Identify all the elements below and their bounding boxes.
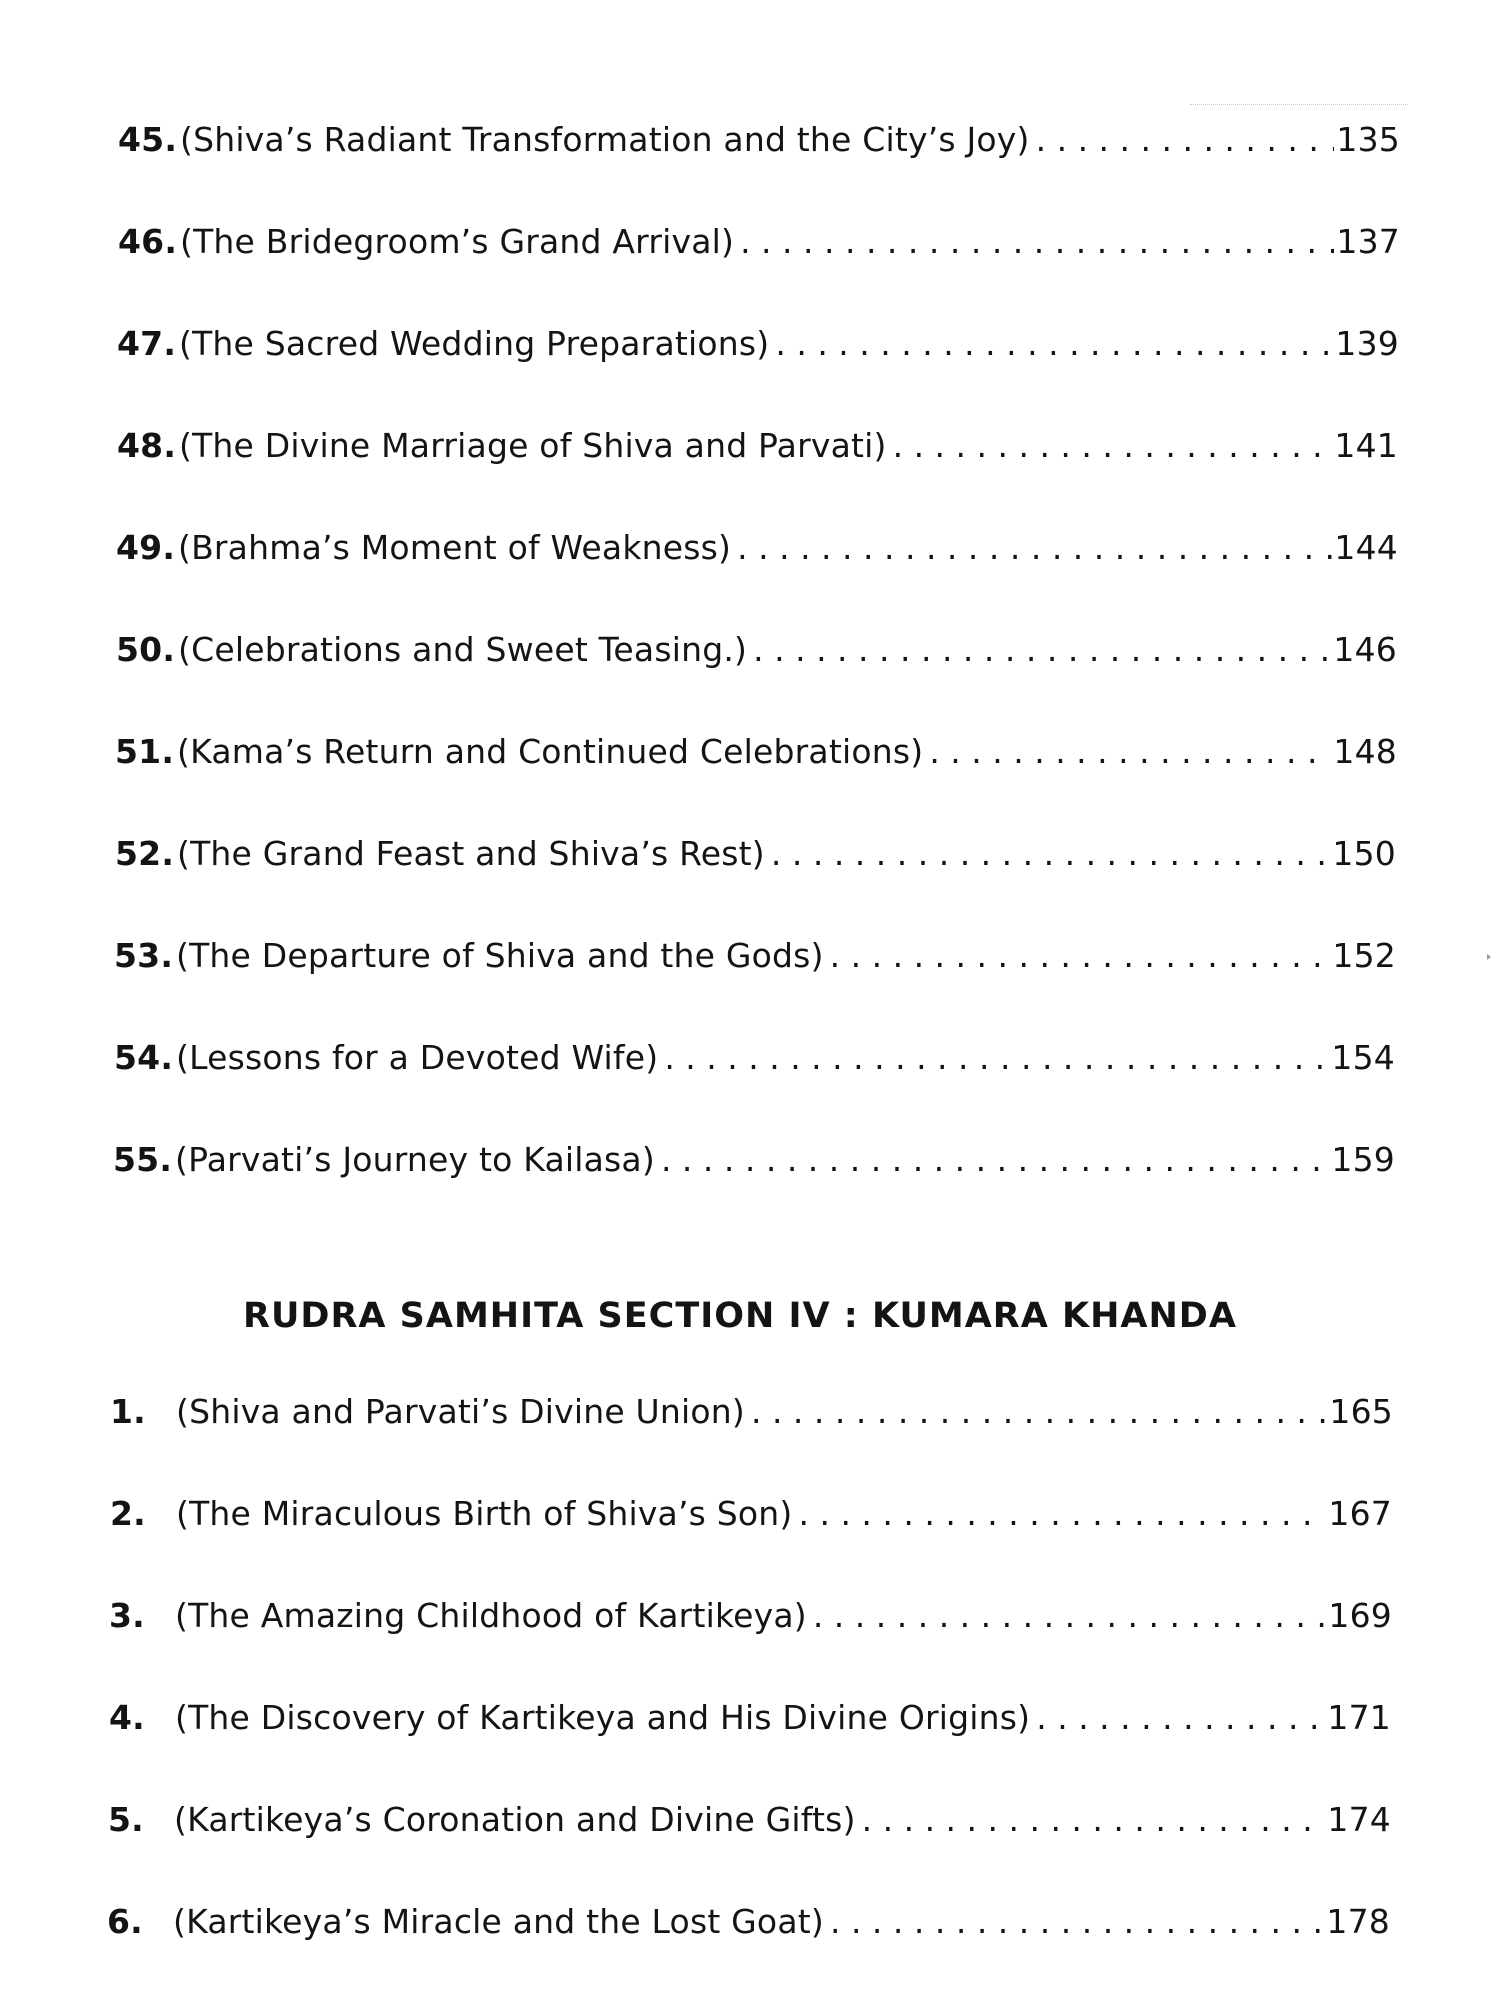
- entry-page-number: 148: [1333, 732, 1397, 771]
- entry-page-number: 137: [1336, 222, 1400, 261]
- entry-number: 1.: [110, 1392, 146, 1431]
- entry-number: 5.: [108, 1800, 144, 1839]
- entry-page-number: 146: [1333, 630, 1397, 669]
- toc-entry[interactable]: [113, 1140, 1395, 1190]
- entry-number: 52.: [115, 834, 175, 873]
- entry-page-number: 165: [1329, 1392, 1393, 1431]
- entry-title: (The Departure of Shiva and the Gods): [176, 936, 824, 975]
- entry-number: 51.: [115, 732, 175, 771]
- dot-leader: [830, 1902, 1324, 1941]
- toc-entry[interactable]: [109, 1698, 1391, 1748]
- toc-entry[interactable]: [116, 528, 1398, 578]
- entry-number: 4.: [109, 1698, 145, 1737]
- entry-title: (Kama’s Return and Continued Celebrations): [177, 732, 924, 771]
- entry-number: 6.: [107, 1902, 143, 1941]
- toc-entry[interactable]: [114, 1038, 1395, 1088]
- entry-title: (Shiva and Parvati’s Divine Union): [176, 1392, 745, 1431]
- entry-title: (The Miraculous Birth of Shiva’s Son): [176, 1494, 793, 1533]
- entry-title: (The Sacred Wedding Preparations): [179, 324, 770, 363]
- section-heading: RUDRA SAMHITA SECTION IV : KUMARA KHANDA: [243, 1296, 1237, 1336]
- dot-leader: [661, 1140, 1329, 1179]
- dot-leader: [830, 936, 1331, 975]
- dot-leader: [813, 1596, 1327, 1635]
- toc-entry[interactable]: [107, 1902, 1390, 1952]
- entry-page-number: 141: [1334, 426, 1398, 465]
- page-edge-mark: [1487, 954, 1491, 960]
- toc-entry[interactable]: [117, 324, 1399, 374]
- entry-number: 3.: [109, 1596, 145, 1635]
- entry-number: 47.: [117, 324, 177, 363]
- entry-title: (Kartikeya’s Miracle and the Lost Goat): [173, 1902, 824, 1941]
- dot-leader: [798, 1494, 1326, 1533]
- toc-entry[interactable]: [110, 1392, 1393, 1442]
- entry-page-number: 167: [1328, 1494, 1392, 1533]
- dot-leader: [862, 1800, 1326, 1839]
- dot-leader: [753, 630, 1331, 669]
- entry-title: (Lessons for a Devoted Wife): [176, 1038, 659, 1077]
- entry-number: 48.: [117, 426, 177, 465]
- entry-number: 2.: [110, 1494, 146, 1533]
- entry-number: 55.: [113, 1140, 173, 1179]
- entry-page-number: 152: [1332, 936, 1396, 975]
- toc-entry[interactable]: [110, 1494, 1392, 1544]
- toc-entry[interactable]: [109, 1596, 1392, 1646]
- entry-page-number: 169: [1328, 1596, 1392, 1635]
- entry-title: (The Bridegroom’s Grand Arrival): [180, 222, 735, 261]
- entry-title: (Celebrations and Sweet Teasing.): [178, 630, 748, 669]
- dot-leader: [1036, 120, 1335, 159]
- entry-page-number: 150: [1332, 834, 1396, 873]
- toc-entry[interactable]: [116, 630, 1397, 680]
- dot-leader: [751, 1392, 1327, 1431]
- toc-entry[interactable]: [115, 732, 1397, 782]
- entry-title: (Parvati’s Journey to Kailasa): [175, 1140, 655, 1179]
- entry-title: (Shiva’s Radiant Transformation and the City’s Joy): [180, 120, 1030, 159]
- entry-title: (The Discovery of Kartikeya and His Divine Origins): [175, 1698, 1031, 1737]
- entry-page-number: 139: [1335, 324, 1399, 363]
- top-dotted-rule: [1190, 104, 1408, 105]
- dot-leader: [771, 834, 1331, 873]
- toc-entry[interactable]: [108, 1800, 1391, 1850]
- entry-title: (The Amazing Childhood of Kartikeya): [175, 1596, 807, 1635]
- dot-leader: [775, 324, 1333, 363]
- entry-title: (Kartikeya’s Coronation and Divine Gifts): [174, 1800, 856, 1839]
- dot-leader: [664, 1038, 1329, 1077]
- entry-page-number: 135: [1336, 120, 1400, 159]
- entry-page-number: 159: [1331, 1140, 1395, 1179]
- entry-page-number: 178: [1326, 1902, 1390, 1941]
- entry-number: 50.: [116, 630, 176, 669]
- entry-number: 53.: [114, 936, 174, 975]
- entry-title: (The Divine Marriage of Shiva and Parvati): [179, 426, 887, 465]
- toc-entry[interactable]: [115, 834, 1396, 884]
- entry-number: 54.: [114, 1038, 174, 1077]
- entry-page-number: 154: [1331, 1038, 1395, 1077]
- entry-title: (The Grand Feast and Shiva’s Rest): [177, 834, 765, 873]
- toc-entry[interactable]: [114, 936, 1396, 986]
- dot-leader: [1036, 1698, 1325, 1737]
- dot-leader: [929, 732, 1331, 771]
- entry-number: 45.: [118, 120, 178, 159]
- entry-page-number: 171: [1327, 1698, 1391, 1737]
- entry-title: (Brahma’s Moment of Weakness): [178, 528, 732, 567]
- toc-entry[interactable]: [117, 426, 1398, 476]
- entry-page-number: 144: [1334, 528, 1398, 567]
- toc-entry[interactable]: [118, 120, 1400, 170]
- toc-entry[interactable]: [118, 222, 1400, 272]
- dot-leader: [737, 528, 1332, 567]
- entry-page-number: 174: [1327, 1800, 1391, 1839]
- dot-leader: [740, 222, 1334, 261]
- dot-leader: [893, 426, 1333, 465]
- entry-number: 46.: [118, 222, 178, 261]
- entry-number: 49.: [116, 528, 176, 567]
